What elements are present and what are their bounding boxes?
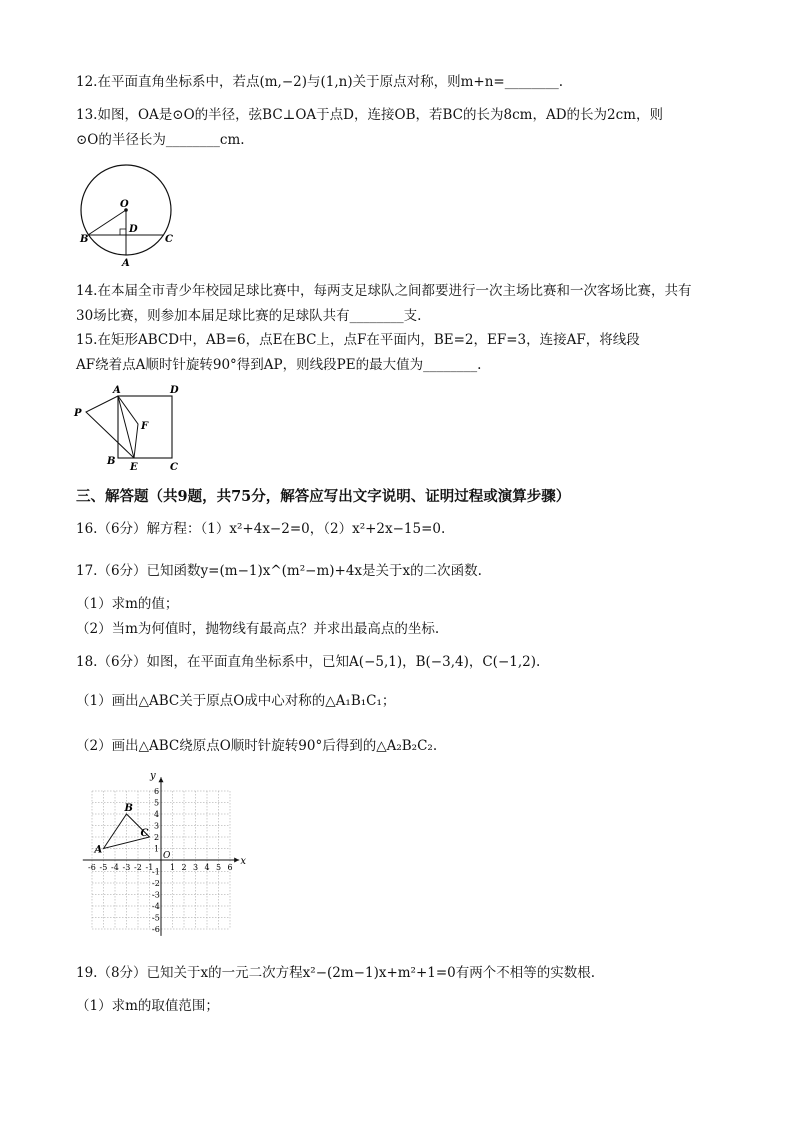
problem-18-part1: （1）画出△ABC关于原点O成中心对称的△A₁B₁C₁； xyxy=(76,693,396,709)
y-tick-label: 3 xyxy=(154,821,160,831)
x-tick-label: 6 xyxy=(227,863,233,872)
right-angle-mark xyxy=(120,229,126,235)
segments-ap-pe xyxy=(86,396,134,458)
x-tick-label: -2 xyxy=(134,863,142,872)
x-tick-label: 2 xyxy=(181,863,187,872)
y-tick-label: -5 xyxy=(152,913,160,923)
x-tick-label: 1 xyxy=(170,863,176,872)
label-c: C xyxy=(170,462,178,473)
x-tick-label: 4 xyxy=(204,863,210,872)
x-tick-label: -6 xyxy=(88,863,96,872)
origin-label: O xyxy=(163,851,171,861)
problem-16: 16.（6分）解方程：（1）x²+4x−2=0，（2）x²+2x−15=0. xyxy=(76,521,446,537)
x-tick-label: 3 xyxy=(193,863,199,872)
y-tick-label: 5 xyxy=(154,798,160,808)
problem-18-stem: 18.（6分）如图，在平面直角坐标系中，已知A(−5,1)，B(−3,4)，C(−1,2). xyxy=(76,654,541,670)
y-tick-label: 2 xyxy=(154,833,160,842)
x-tick-label: -3 xyxy=(122,863,131,872)
x-tick-label: -4 xyxy=(111,863,119,872)
question-15-line1: 15.在矩形ABCD中，AB=6，点E在BC上，点F在平面内，BE=2，EF=3，连接AF，将线段 xyxy=(76,332,640,348)
x-tick-label: -1 xyxy=(145,863,154,872)
label-c: C xyxy=(165,234,173,245)
label-a: A xyxy=(113,385,121,396)
label-f: F xyxy=(141,421,149,432)
question-13-line2: ⊙O的半径长为________cm. xyxy=(76,132,245,148)
y-tick-label: -6 xyxy=(152,925,160,934)
y-tick-label: -2 xyxy=(152,879,160,888)
problem-17-stem: 17.（6分）已知函数y=(m−1)x^(m²−m)+4x是关于x的二次函数. xyxy=(76,563,482,579)
x-tick-label: -5 xyxy=(99,863,108,872)
y-axis-arrow xyxy=(159,777,164,782)
segments-af-fe xyxy=(118,396,138,458)
label-p: P xyxy=(74,408,82,419)
label-e: E xyxy=(130,462,138,473)
label-d: D xyxy=(170,385,179,396)
y-tick-label: -1 xyxy=(152,867,160,877)
question-12: 12.在平面直角坐标系中，若点(m,−2)与(1,n)关于原点对称，则m+n=________. xyxy=(76,74,564,90)
problem-19-stem: 19.（8分）已知关于x的一元二次方程x²−(2m−1)x+m²+1=0有两个不相等的实数根. xyxy=(76,965,596,981)
question-14-line2: 30场比赛，则参加本届足球比赛的足球队共有________支. xyxy=(76,308,422,324)
y-tick-label: 1 xyxy=(154,844,160,854)
label-b: B xyxy=(80,234,89,245)
point-label-a: A xyxy=(94,844,103,856)
section-3-title: 三、解答题（共9题，共75分，解答应写出文字说明、证明过程或演算步骤） xyxy=(76,488,571,505)
segment-ae xyxy=(118,396,134,458)
y-tick-label: 4 xyxy=(154,810,160,819)
label-a: A xyxy=(122,258,130,268)
y-tick-label: 6 xyxy=(154,787,160,796)
triangle-abc xyxy=(94,803,150,856)
question-14-line1: 14.在本届全市青少年校园足球比赛中，每两支足球队之间都要进行一次主场比赛和一次客场比赛，共有 xyxy=(76,283,692,299)
x-axis-label: x xyxy=(240,856,246,867)
question-15-line2: AF绕着点A顺时针旋转90°得到AP，则线段PE的最大值为________. xyxy=(76,357,482,373)
y-tick-label: -4 xyxy=(152,902,160,911)
problem-17-part2: （2）当m为何值时，抛物线有最高点？并求出最高点的坐标. xyxy=(76,621,440,637)
axes xyxy=(83,772,247,936)
problem-19-part1: （1）求m的取值范围； xyxy=(76,998,219,1014)
label-d: D xyxy=(129,224,138,235)
question-13-line1: 13.如图，OA是⊙O的半径，弦BC⊥OA于点D，连接OB，若BC的长为8cm，AD的长为2cm，则 xyxy=(76,107,663,123)
circle-figure xyxy=(76,163,186,268)
problem-17-part1: （1）求m的值； xyxy=(76,596,179,612)
x-tick-label: 5 xyxy=(216,863,222,872)
problem-18-part2: （2）画出△ABC绕原点O顺时针旋转90°后得到的△A₂B₂C₂. xyxy=(76,738,438,754)
point-label-c: C xyxy=(140,828,149,839)
coordinate-grid xyxy=(74,772,254,942)
rectangle-figure xyxy=(70,382,190,474)
y-axis-label: y xyxy=(150,772,156,782)
y-tick-label: -3 xyxy=(152,890,160,900)
point-label-b: B xyxy=(124,803,133,814)
label-b: B xyxy=(107,456,116,467)
label-o: O xyxy=(120,199,129,210)
x-axis-arrow xyxy=(234,858,239,863)
